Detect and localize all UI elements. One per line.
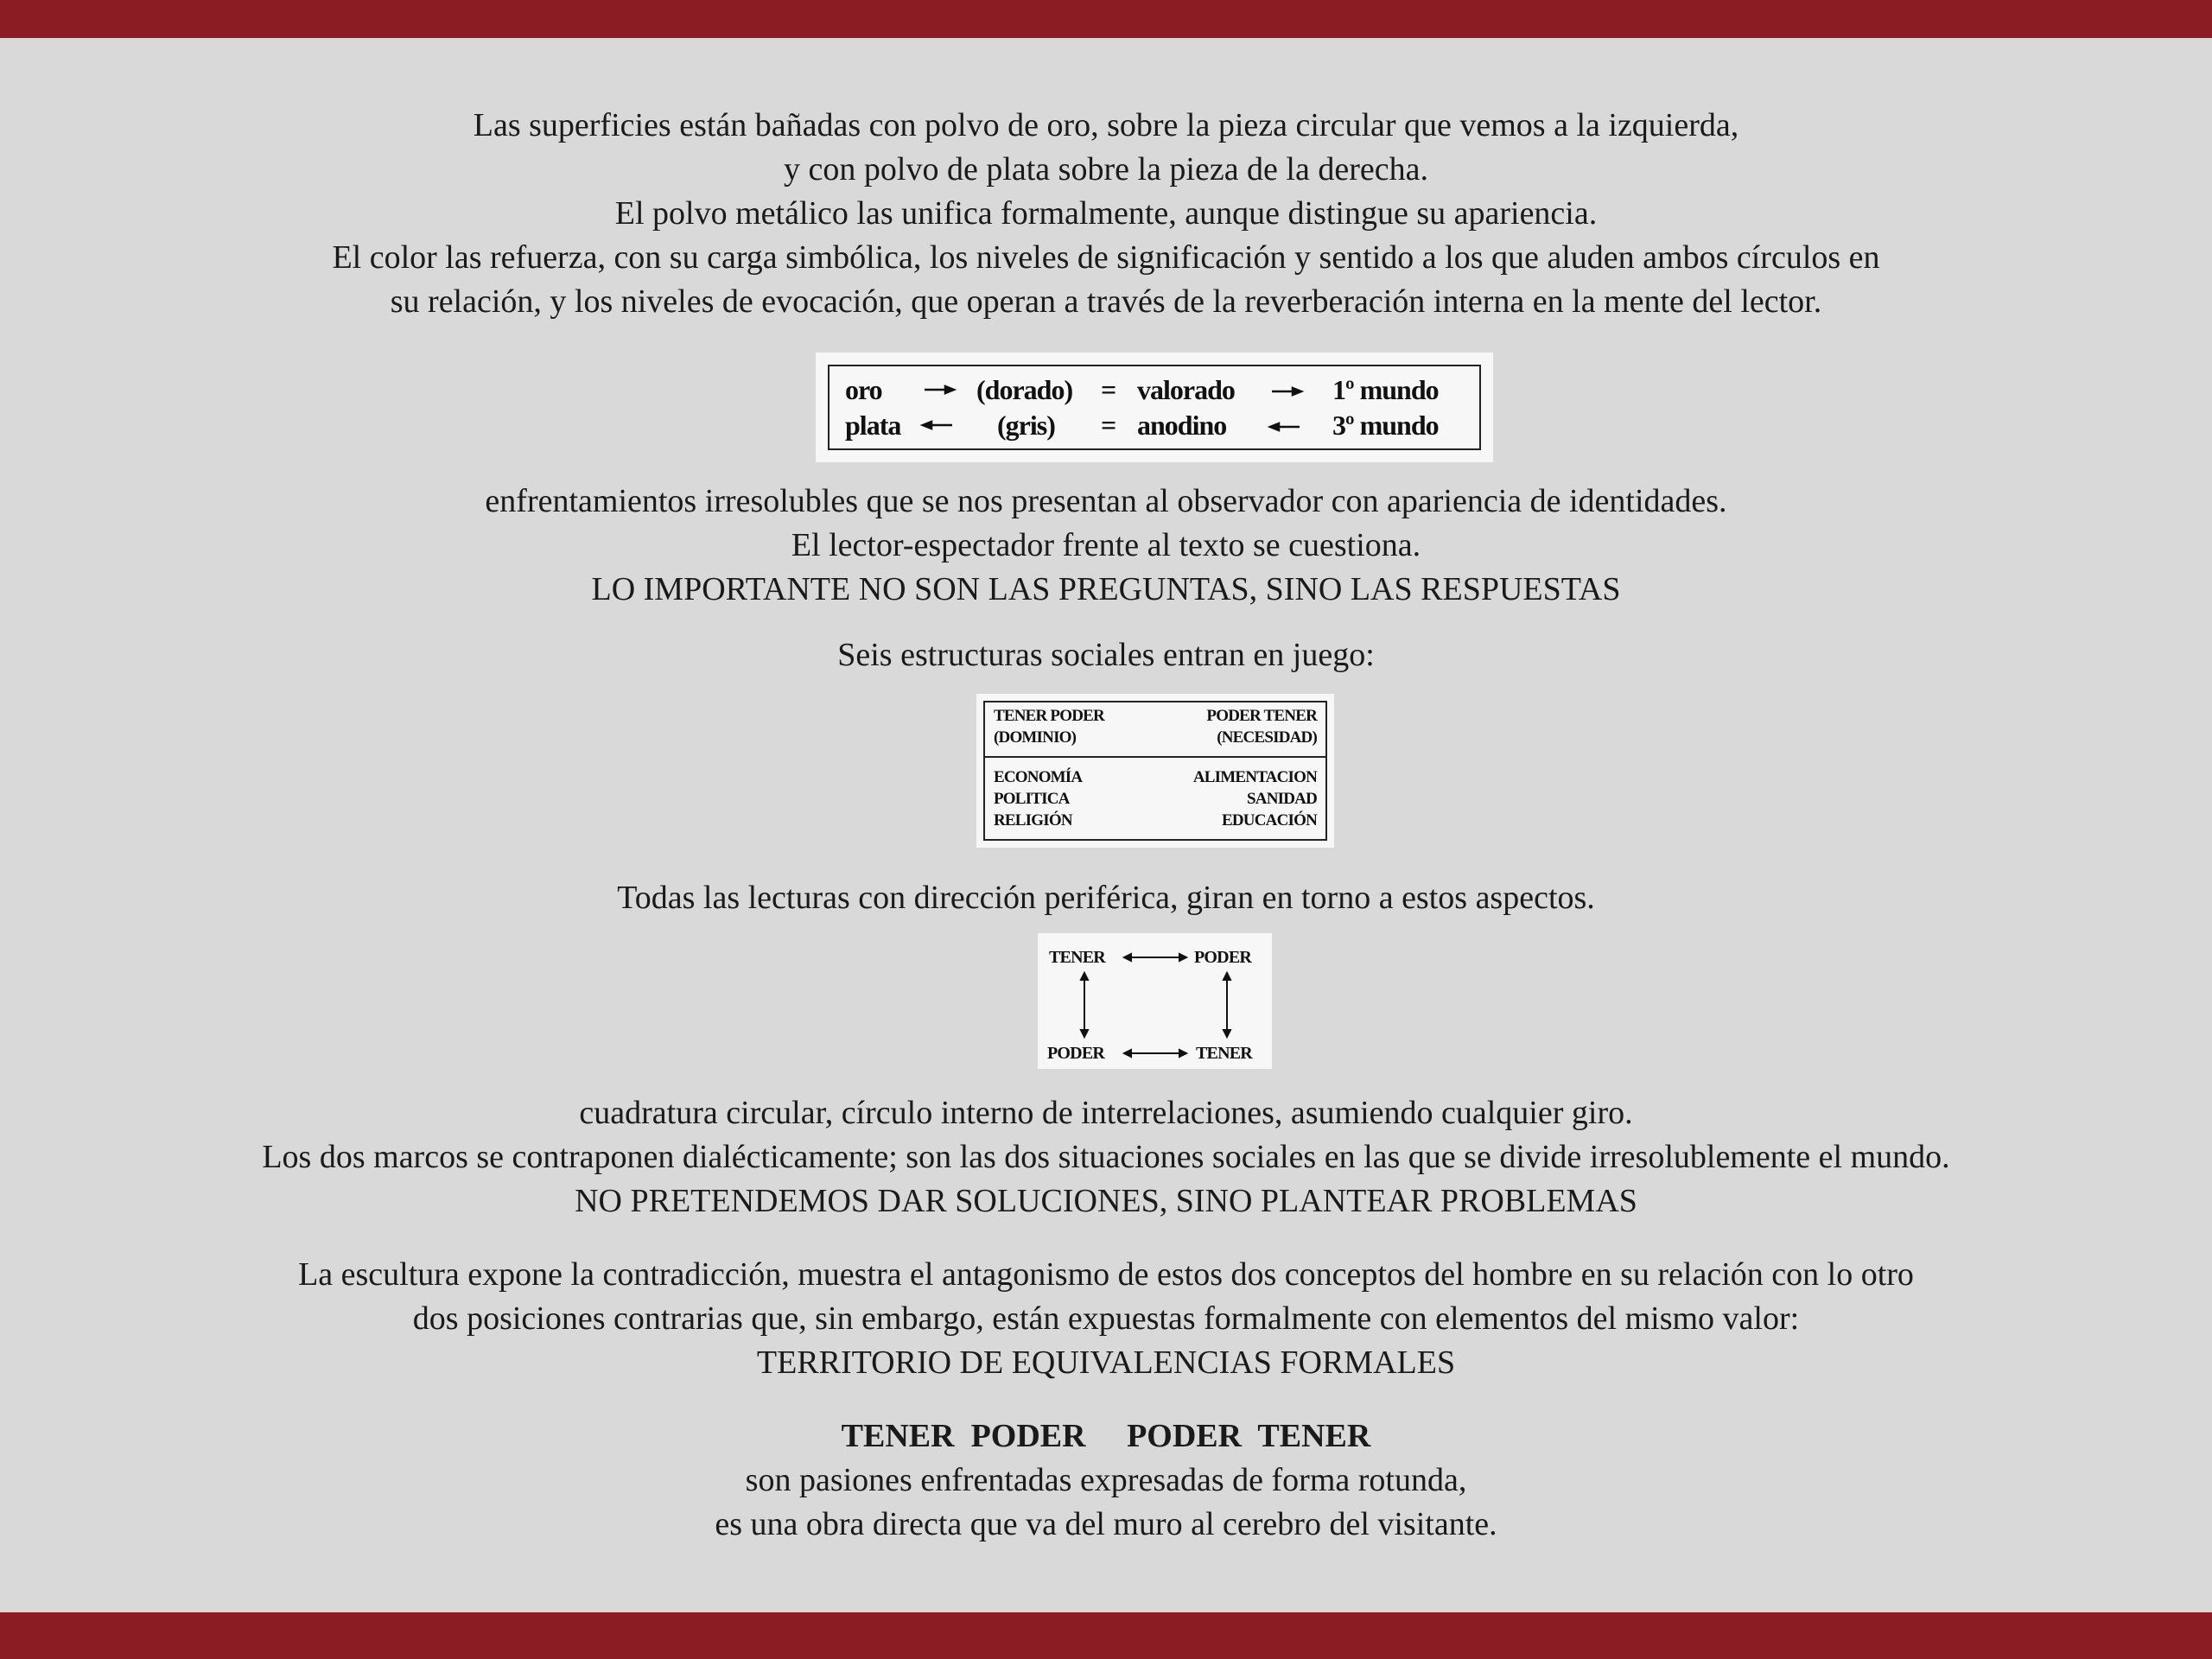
arrow-right-icon <box>1179 1050 1186 1057</box>
arrow-left-icon <box>1124 954 1131 961</box>
text-line: El lector-espectador frente al texto se cuestiona. <box>791 527 1421 563</box>
structure-header: PODER TENER <box>1206 707 1317 725</box>
arrow-up-icon <box>1224 973 1230 980</box>
text-line: su relación, y los niveles de evocación, que operan a través de la reverberación interna en la mente del lector. <box>390 283 1822 320</box>
equals-sign: = <box>1101 374 1116 405</box>
paragraph-quadrature <box>0 1091 2212 1224</box>
metal-color: (gris) <box>997 410 1055 441</box>
paragraph-structures-intro <box>0 633 2212 677</box>
cycle-label: PODER <box>1047 1044 1105 1063</box>
metal-label: plata <box>845 410 901 441</box>
arrow-right-icon <box>1179 954 1186 961</box>
structure-header: (DOMINIO) <box>994 728 1077 747</box>
arrow-left-icon <box>923 422 931 429</box>
cycle-label: TENER <box>1196 1044 1252 1063</box>
arrow-left-icon <box>1124 1050 1131 1057</box>
paragraph-confrontations <box>0 480 2212 612</box>
structure-item: SANIDAD <box>1247 790 1317 808</box>
bottom-banner <box>0 1612 2212 1659</box>
text-line: LO IMPORTANTE NO SON LAS PREGUNTAS, SINO LAS RESPUESTAS <box>591 571 1621 607</box>
text-line: TERRITORIO DE EQUIVALENCIAS FORMALES <box>756 1344 1456 1381</box>
structure-header: TENER PODER <box>994 707 1104 725</box>
structure-item: ECONOMÍA <box>994 768 1083 786</box>
passions-title: TENER PODER PODER TENER <box>841 1418 1371 1454</box>
text-line: dos posiciones contrarias que, sin embargo, están expuestas formalmente con elementos del mismo valor: <box>412 1300 1800 1337</box>
text-line: enfrentamientos irresolubles que se nos presentan al observador con apariencia de identidades. <box>485 483 1727 519</box>
structure-item: RELIGIÓN <box>994 811 1072 830</box>
metal-world: 3º mundo <box>1332 410 1439 441</box>
paragraph-surfaces <box>0 104 2212 324</box>
structure-item: EDUCACIÓN <box>1222 811 1317 830</box>
text-line: y con polvo de plata sobre la pieza de la derecha. <box>784 151 1428 188</box>
structure-header: (NECESIDAD) <box>1217 728 1317 747</box>
text-line: cuadratura circular, círculo interno de interrelaciones, asumiendo cualquier giro. <box>579 1095 1633 1131</box>
paragraph-readings <box>0 876 2212 920</box>
arrow-down-icon <box>1224 1030 1230 1037</box>
arrow-right-icon <box>1293 388 1301 395</box>
metal-label: oro <box>845 374 882 405</box>
metal-color: (dorado) <box>976 374 1073 405</box>
cycle-figure <box>1038 933 1272 1069</box>
metals-figure <box>816 353 1493 462</box>
metal-world: 1º mundo <box>1332 374 1439 405</box>
arrow-up-icon <box>1081 973 1088 980</box>
top-banner <box>0 0 2212 38</box>
text-line: El polvo metálico las unifica formalmente, aunque distingue su apariencia. <box>614 195 1598 232</box>
text-line: NO PRETENDEMOS DAR SOLUCIONES, SINO PLANTEAR PROBLEMAS <box>575 1183 1637 1219</box>
structure-item: POLITICA <box>994 790 1070 808</box>
structures-figure <box>976 694 1334 848</box>
metal-value: anodino <box>1137 410 1227 441</box>
paragraph-passions <box>0 1414 2212 1547</box>
text-line: Las superficies están bañadas con polvo de oro, sobre la pieza circular que vemos a la izquierda, <box>473 107 1739 143</box>
text-line: Seis estructuras sociales entran en juego: <box>837 637 1375 673</box>
text-line: El color las refuerza, con su carga simbólica, los niveles de significación y sentido a los que aluden ambos círculos en <box>332 239 1880 276</box>
arrow-right-icon <box>945 386 954 393</box>
arrow-left-icon <box>1270 423 1279 430</box>
arrow-down-icon <box>1081 1030 1088 1037</box>
text-line: La escultura expone la contradicción, muestra el antagonismo de estos dos conceptos del hombre en su relación con lo otro <box>298 1256 1914 1293</box>
equals-sign: = <box>1101 410 1116 441</box>
text-line: son pasiones enfrentadas expresadas de forma rotunda, <box>745 1462 1467 1498</box>
cycle-label: TENER <box>1049 948 1105 967</box>
cycle-label: PODER <box>1194 948 1252 967</box>
paragraph-sculpture <box>0 1253 2212 1385</box>
text-line: Los dos marcos se contraponen dialécticamente; son las dos situaciones sociales en las que se divide irresolublemente el mundo. <box>262 1139 1950 1175</box>
structures-divider <box>983 756 1327 758</box>
structure-item: ALIMENTACION <box>1192 768 1317 786</box>
metal-value: valorado <box>1137 374 1235 405</box>
text-line: es una obra directa que va del muro al cerebro del visitante. <box>715 1506 1497 1542</box>
text-line: Todas las lecturas con dirección periférica, giran en torno a estos aspectos. <box>617 880 1595 916</box>
